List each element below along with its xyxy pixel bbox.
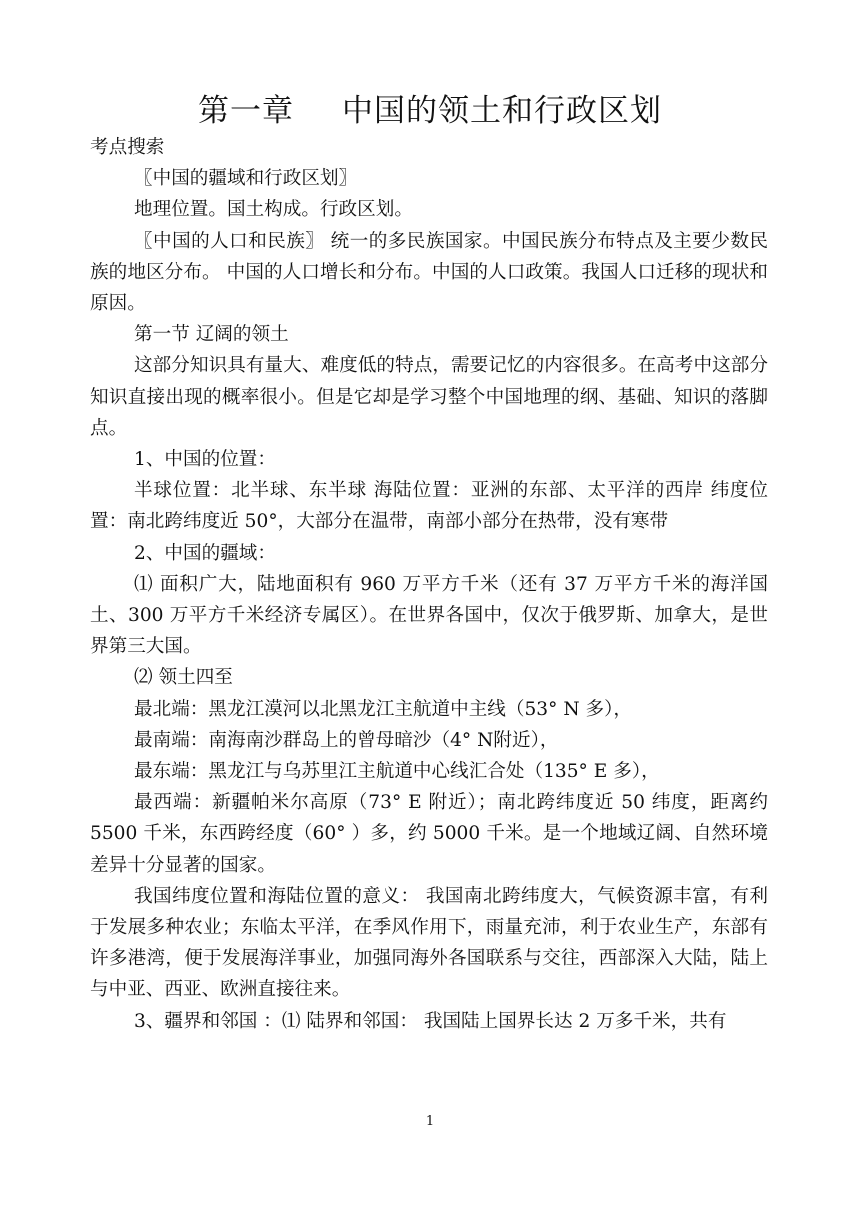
chapter-number: 第一章 bbox=[198, 93, 294, 129]
subheading-location: 1、中国的位置： bbox=[134, 449, 276, 471]
easternmost-line: 最东端：黑龙江与乌苏里江主航道中心线汇合处（135° E 多）， bbox=[134, 761, 660, 783]
chapter-title bbox=[0, 86, 860, 136]
chapter-name: 中国的领土和行政区划 bbox=[342, 93, 662, 129]
page-number: 1 bbox=[425, 1114, 435, 1129]
significance-paragraph: 我国纬度位置和海陆位置的意义： 我国南北跨纬度大，气候资源丰富，有利于发展多种农业；东临太平洋，在季风作用下，雨量充沛，利于农业生产，东部有许多港湾，便于发展海洋事业，加强同海外各国联系与交往，西部深入大陆，陆上与中亚、西亚、欧洲直接往来。 bbox=[90, 885, 768, 1001]
westernmost-paragraph: 最西端：新疆帕米尔高原（73° E 附近）；南北跨纬度近 50 纬度，距离约 5500 千米，东西跨经度（60° ）多，约 5000 千米。是一个地域辽阔、自然环境差异十分显著的国家。 bbox=[90, 792, 768, 876]
area-paragraph: ⑴ 面积广大，陆地面积有 960 万平方千米（还有 37 万平方千米的海洋国土、300 万平方千米经济专属区）。在世界各国中，仅次于俄罗斯、加拿大，是世界第三大国。 bbox=[90, 573, 768, 658]
section-heading: 第一节 辽阔的领土 bbox=[134, 324, 289, 346]
borders-paragraph: 3、疆界和邻国 ：⑴ 陆界和邻国： 我国陆上国界长达 2 万多千米，共有 bbox=[134, 1010, 727, 1032]
topic-paragraph: 〖中国的人口和民族〗 统一的多民族国家。中国民族分布特点及主要少数民族的地区分布。 中国的人口增长和分布。中国的人口政策。我国人口迁移的现状和原因。 bbox=[90, 230, 768, 315]
southernmost-line: 最南端：南海南沙群岛上的曾母暗沙（4° N附近）， bbox=[134, 729, 559, 751]
subheading-territory: 2、中国的疆域： bbox=[134, 542, 276, 564]
northernmost-line: 最北端：黑龙江漠河以北黑龙江主航道中主线（53° N 多）， bbox=[134, 698, 632, 720]
section-label: 考点搜索 bbox=[90, 137, 165, 158]
topic-items: 地理位置。国土构成。行政区划。 bbox=[134, 199, 413, 221]
extremes-heading: ⑵ 领土四至 bbox=[134, 667, 233, 689]
intro-paragraph: 这部分知识具有量大、难度低的特点，需要记忆的内容很多。在高考中这部分知识直接出现的概率很小。但是它却是学习整个中国地理的纲、基础、知识的落脚点。 bbox=[90, 355, 768, 439]
document-body bbox=[90, 132, 768, 1037]
location-paragraph: 半球位置：北半球、东半球 海陆位置：亚洲的东部、太平洋的西岸 纬度位置：南北跨纬度近 50°，大部分在温带，南部小部分在热带，没有寒带 bbox=[90, 480, 768, 533]
topic-heading: 〖中国的疆域和行政区划〗 bbox=[134, 168, 358, 190]
